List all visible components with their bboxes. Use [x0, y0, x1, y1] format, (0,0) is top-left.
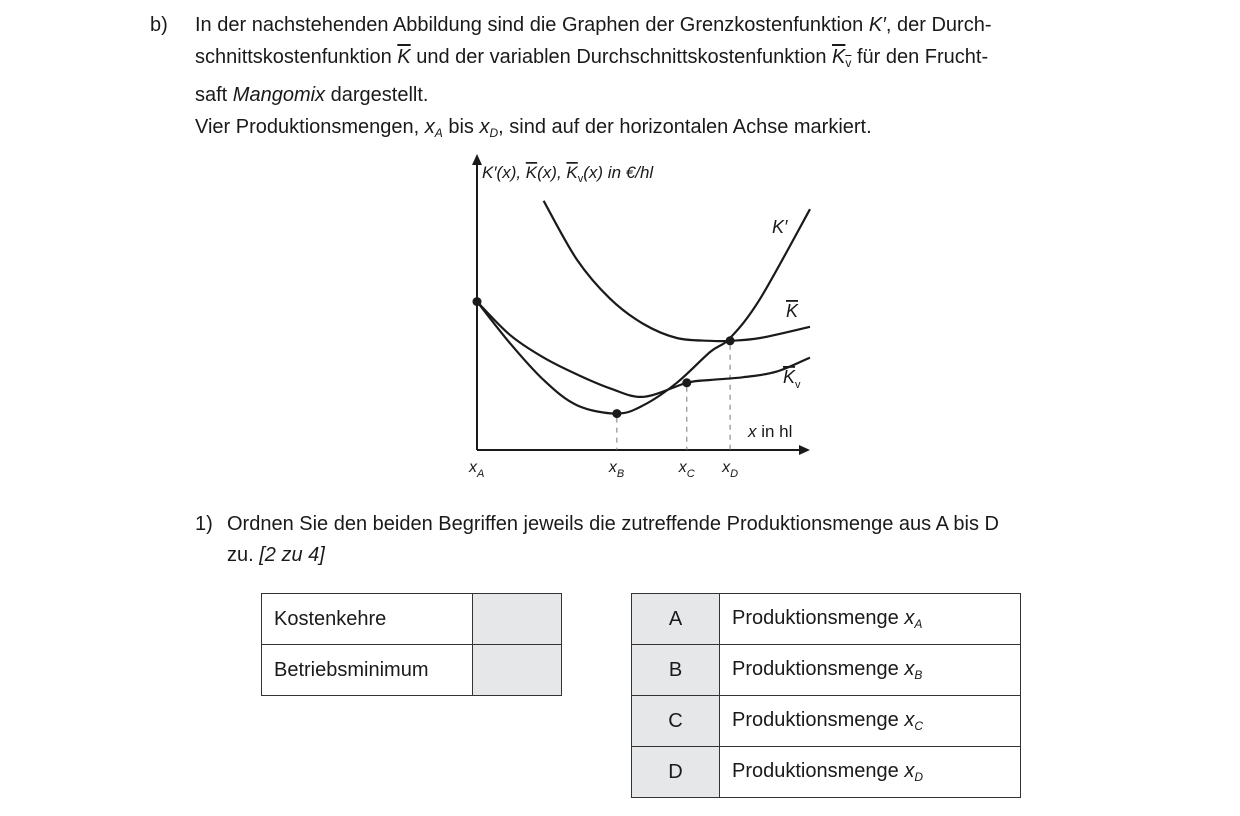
data-point — [473, 297, 482, 306]
terms-table — [261, 593, 562, 696]
answer-box-betriebsminimum[interactable] — [473, 645, 562, 696]
data-point — [682, 378, 691, 387]
marginal-cost-curve — [477, 209, 810, 413]
average-cost-curve — [544, 201, 810, 341]
curve-label-marginal-cost: K′ — [772, 217, 788, 237]
option-text: Produktionsmenge $x_C$ — [720, 696, 1021, 747]
average-variable-cost-curve — [477, 302, 810, 397]
intro-line-1: In der nachstehenden Abbildung sind die Graphen der Grenzkostenfunktion K′, der Durch- — [195, 14, 992, 36]
curve-label-average-variable-cost: $K_v$ — [783, 367, 801, 391]
table-row — [632, 645, 1021, 696]
intro-line-2: schnittskostenfunktion $\overline{K}$ und der variablen Durchschnittskostenfunktion $\overline{K}_{\overline{v}}$ für den Frucht- — [195, 46, 989, 70]
cost-chart — [460, 150, 820, 490]
data-point — [612, 409, 621, 418]
table-row — [632, 747, 1021, 798]
curve-label-average-cost: K — [786, 301, 799, 321]
intro-line-4: Vier Produktionsmengen, $x_A$ bis $x_D$, sind auf der horizontalen Achse markiert. — [195, 116, 872, 140]
x-tick-label: $x_C$ — [678, 459, 695, 480]
x-tick-label: $x_D$ — [722, 459, 739, 480]
option-text: Produktionsmenge $x_A$ — [720, 594, 1021, 645]
task-text: Ordnen Sie den beiden Begriffen jeweils die zutreffende Produktionsmenge aus A bis D zu. [2 zu 4] — [227, 513, 999, 566]
table-row — [632, 594, 1021, 645]
intro-line-3: saft Mangomix dargestellt. — [195, 84, 429, 106]
intro-text — [195, 9, 1115, 149]
y-axis-arrow — [472, 154, 482, 165]
option-letter: C — [632, 696, 720, 747]
term-cell: Betriebsminimum — [262, 645, 473, 696]
table-row — [262, 645, 562, 696]
part-label: b) — [150, 14, 168, 36]
option-letter: D — [632, 747, 720, 798]
options-table — [631, 593, 1021, 798]
cost-chart-svg — [460, 150, 820, 490]
table-row — [262, 594, 562, 645]
term-cell: Kostenkehre — [262, 594, 473, 645]
data-point — [726, 336, 735, 345]
task-number: 1) — [195, 513, 213, 535]
x-tick-label: $x_A$ — [469, 459, 485, 480]
table-row — [632, 696, 1021, 747]
option-letter: B — [632, 645, 720, 696]
option-letter: A — [632, 594, 720, 645]
x-tick-label: $x_B$ — [608, 459, 625, 480]
answer-box-kostenkehre[interactable] — [473, 594, 562, 645]
x-axis-label: x in hl — [748, 422, 793, 441]
option-text: Produktionsmenge $x_B$ — [720, 645, 1021, 696]
points-note: [2 zu 4] — [259, 544, 325, 566]
x-axis-arrow — [799, 445, 810, 455]
y-axis-label: K′(x), K(x), $K_v(x)$ in €/hl — [482, 163, 654, 185]
option-text: Produktionsmenge $x_D$ — [720, 747, 1021, 798]
